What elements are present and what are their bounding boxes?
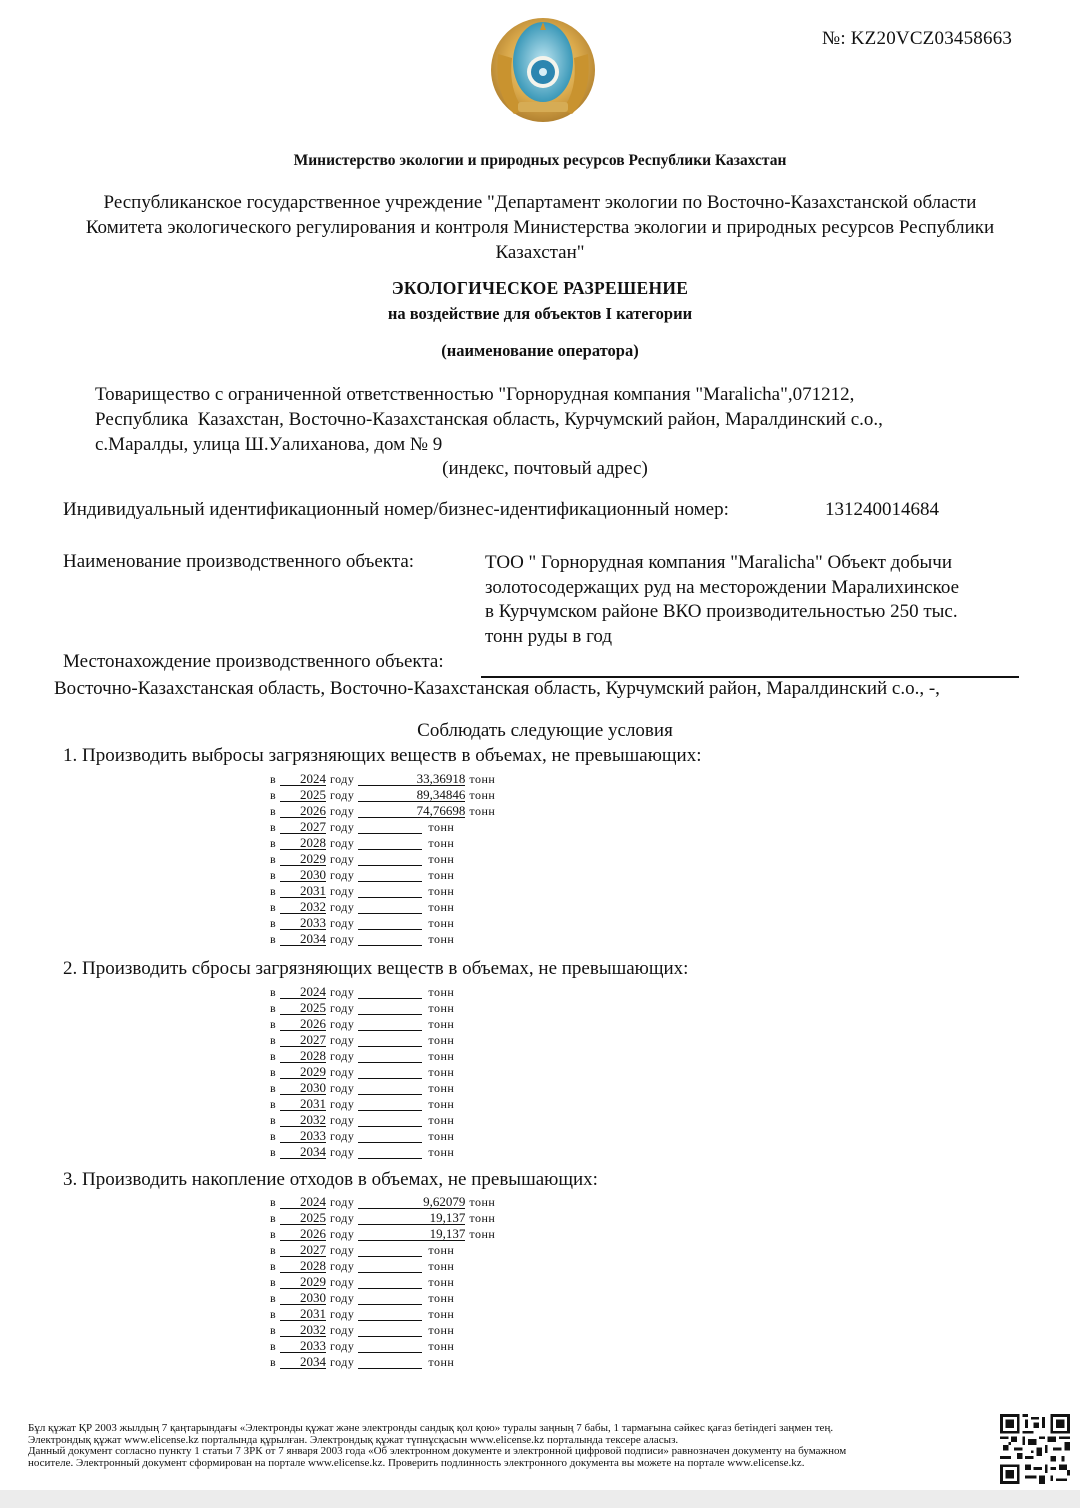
limit-row (270, 835, 495, 851)
limit-row (270, 1032, 454, 1048)
row-prefix: в (270, 1243, 276, 1258)
row-year-word: году (330, 1195, 355, 1209)
row-year: 2034 (280, 933, 326, 946)
limit-row (270, 819, 495, 835)
limit-row (270, 1338, 495, 1354)
department-name: Республиканское государственное учреждение "Департамент экологии по Восточно-Казахстанской области Комитета экологического регулирования и контроля Министерства экологии и природных ресурсов Республики Казахстан" (85, 192, 995, 263)
row-amount (358, 1324, 422, 1337)
row-year-word: году (330, 1259, 355, 1274)
footer-line: Данный документ согласно пункту 1 статьи 7 ЗРК от 7 января 2003 года «Об электронном документе и электронной цифровой подписи» равнозначен документу на бумажном (28, 1445, 847, 1457)
row-year-word: году (330, 916, 355, 931)
row-unit: тонн (428, 836, 455, 851)
row-prefix: в (270, 868, 276, 883)
row-prefix: в (270, 1001, 276, 1016)
row-amount (358, 1050, 422, 1063)
row-year-word: году (330, 884, 355, 899)
row-amount (358, 1260, 422, 1273)
operator-line: Республика Казахстан, Восточно-Казахстанская область, Курчумский район, Маралдинский с.о., (95, 409, 883, 430)
row-amount: 74,76698 (358, 805, 465, 818)
row-year: 2034 (280, 1356, 326, 1369)
row-unit: тонн (469, 1195, 496, 1209)
row-amount: 19,137 (358, 1228, 465, 1241)
row-year-word: году (330, 772, 355, 786)
row-amount (358, 869, 422, 882)
row-year: 2028 (280, 1260, 326, 1273)
operator-line: Товарищество с ограниченной ответственностью "Горнорудная компания "Maralicha",071212, (95, 384, 855, 405)
row-prefix: в (270, 1227, 276, 1242)
row-prefix: в (270, 1291, 276, 1306)
limit-row (270, 1258, 495, 1274)
row-unit: тонн (469, 772, 496, 786)
document-number (822, 28, 1012, 50)
row-unit: тонн (428, 1145, 455, 1160)
row-amount (358, 1066, 422, 1079)
row-year-word: году (330, 1049, 355, 1064)
row-unit: тонн (428, 1017, 455, 1032)
row-year: 2031 (280, 885, 326, 898)
row-amount (358, 837, 422, 850)
ministry-name: Министерство экологии и природных ресурсов Республики Казахстан (293, 152, 787, 169)
row-year-word: году (330, 985, 355, 999)
row-unit: тонн (428, 1049, 455, 1064)
row-year-word: году (330, 1355, 355, 1370)
row-amount (358, 853, 422, 866)
row-year: 2029 (280, 1276, 326, 1289)
row-amount (358, 933, 422, 946)
permit-subtitle: на воздействие для объектов I категории (387, 304, 693, 323)
row-year: 2027 (280, 821, 326, 834)
row-prefix: в (270, 1195, 276, 1209)
limit-row (270, 984, 454, 1000)
row-amount (358, 917, 422, 930)
row-unit: тонн (428, 1001, 455, 1016)
section-emissions-title: 1. Производить выбросы загрязняющих веществ в объемах, не превышающих: (63, 745, 702, 766)
row-amount (358, 1146, 422, 1159)
row-year-word: году (330, 932, 355, 947)
row-year-word: году (330, 1145, 355, 1160)
row-prefix: в (270, 1097, 276, 1112)
row-year-word: году (330, 868, 355, 883)
row-prefix: в (270, 1017, 276, 1032)
row-year-word: году (330, 1243, 355, 1258)
limit-row (270, 771, 495, 787)
row-prefix: в (270, 1129, 276, 1144)
row-amount: 19,137 (358, 1212, 465, 1225)
footer-line: Бұл құжат ҚР 2003 жылдың 7 қаңтарындағы «Электронды құжат және электронды сандық қол қою» туралы заңның 7 бабы, 1 тармағына сәйкес қағаз бетіндегі заңмен тең. (28, 1422, 834, 1434)
row-prefix: в (270, 1049, 276, 1064)
limit-row (270, 851, 495, 867)
row-prefix: в (270, 1145, 276, 1160)
row-amount (358, 885, 422, 898)
limit-row (270, 1290, 495, 1306)
limit-row (270, 931, 495, 947)
row-unit: тонн (428, 1243, 455, 1258)
row-year: 2029 (280, 853, 326, 866)
limit-row (270, 1048, 454, 1064)
row-unit: тонн (428, 1339, 455, 1354)
row-year-word: году (330, 1275, 355, 1290)
facility-label: Наименование производственного объекта: (63, 551, 415, 572)
row-year-word: году (330, 900, 355, 915)
row-prefix: в (270, 1065, 276, 1080)
footer-line: Электрондық құжат www.elicense.kz порталында құрылған. Электрондық құжат түпнұсқасын www.elicense.kz порталында тексере аласыз. (28, 1433, 679, 1446)
row-year-word: году (330, 1097, 355, 1112)
row-year: 2032 (280, 1114, 326, 1127)
row-prefix: в (270, 884, 276, 899)
row-year-word: году (330, 788, 355, 803)
conditions-title: Соблюдать следующие условия (417, 720, 673, 741)
row-prefix: в (270, 804, 276, 819)
limit-row (270, 1322, 495, 1338)
document-number-label: №: (822, 28, 846, 49)
footer-line: носителе. Электронный документ сформирован на портале www.elicense.kz. Проверить подлинность электронного документа вы можете на портале www.elicense.kz. (28, 1456, 805, 1469)
row-unit: тонн (428, 868, 455, 883)
row-prefix: в (270, 788, 276, 803)
row-unit: тонн (428, 1307, 455, 1322)
row-amount (358, 1034, 422, 1047)
limit-row (270, 1016, 454, 1032)
section-waste-title: 3. Производить накопление отходов в объемах, не превышающих: (63, 1169, 598, 1190)
row-year: 2031 (280, 1308, 326, 1321)
permit-title: ЭКОЛОГИЧЕСКОЕ РАЗРЕШЕНИЕ (391, 278, 689, 298)
row-unit: тонн (428, 1097, 455, 1112)
limit-row (270, 899, 495, 915)
row-amount (358, 1356, 422, 1369)
row-year: 2033 (280, 917, 326, 930)
row-amount (358, 1340, 422, 1353)
row-unit: тонн (428, 900, 455, 915)
row-unit: тонн (428, 1113, 455, 1128)
row-prefix: в (270, 1211, 276, 1226)
row-year: 2034 (280, 1146, 326, 1159)
row-year-word: году (330, 852, 355, 867)
row-unit: тонн (469, 1227, 496, 1242)
section-discharges-rows (270, 984, 454, 1161)
row-year-word: году (330, 1291, 355, 1306)
facility-line: золотосодержащих руд на месторождении Маралихинское (485, 576, 960, 598)
row-amount (358, 1276, 422, 1289)
limit-row (270, 1306, 495, 1322)
row-unit: тонн (428, 932, 455, 947)
row-year-word: году (330, 1017, 355, 1032)
row-prefix: в (270, 1081, 276, 1096)
row-year-word: году (330, 1211, 355, 1226)
row-prefix: в (270, 1259, 276, 1274)
row-unit: тонн (469, 788, 496, 803)
row-prefix: в (270, 772, 276, 786)
limit-row (270, 883, 495, 899)
row-prefix: в (270, 1033, 276, 1048)
row-amount (358, 901, 422, 914)
row-year-word: году (330, 1081, 355, 1096)
row-year-word: году (330, 1307, 355, 1322)
row-unit: тонн (428, 916, 455, 931)
address-caption: (индекс, почтовый адрес) (442, 458, 648, 479)
row-year: 2025 (280, 1002, 326, 1015)
operator-line: с.Маралды, улица Ш.Уалиханова, дом № 9 (95, 434, 443, 455)
row-year-word: году (330, 1001, 355, 1016)
bin-label: Индивидуальный идентификационный номер/бизнес-идентификационный номер: (63, 499, 729, 520)
location-value: Восточно-Казахстанская область, Восточно-Казахстанская область, Курчумский район, Маралдинский с.о., -, (54, 678, 940, 699)
row-year: 2028 (280, 837, 326, 850)
row-unit: тонн (428, 1355, 455, 1370)
row-unit: тонн (469, 1211, 496, 1226)
row-year: 2032 (280, 1324, 326, 1337)
operator-caption: (наименование оператора) (441, 341, 639, 360)
row-amount (358, 1002, 422, 1015)
row-year: 2033 (280, 1340, 326, 1353)
limit-row (270, 787, 495, 803)
row-year: 2025 (280, 1212, 326, 1225)
qr-code-icon[interactable] (1000, 1414, 1070, 1484)
row-prefix: в (270, 836, 276, 851)
row-unit: тонн (428, 1259, 455, 1274)
row-year: 2031 (280, 1098, 326, 1111)
row-prefix: в (270, 820, 276, 835)
limit-row (270, 867, 495, 883)
row-year: 2024 (280, 773, 326, 786)
facility-line: в Курчумском районе ВКО производительностью 250 тыс. (485, 601, 958, 622)
page-bottom-band (0, 1490, 1080, 1508)
row-year: 2030 (280, 1082, 326, 1095)
row-amount: 33,36918 (358, 773, 465, 786)
row-amount (358, 1098, 422, 1111)
row-year: 2030 (280, 1292, 326, 1305)
row-amount (358, 1244, 422, 1257)
row-unit: тонн (428, 884, 455, 899)
row-amount: 9,62079 (358, 1196, 465, 1209)
row-year-word: году (330, 820, 355, 835)
row-year-word: году (330, 804, 355, 819)
row-amount (358, 986, 422, 999)
row-year-word: году (330, 1227, 355, 1242)
facility-line: тонн руды в год (485, 625, 613, 647)
limit-row (270, 1210, 495, 1226)
row-prefix: в (270, 1339, 276, 1354)
row-year: 2025 (280, 789, 326, 802)
limit-row (270, 1128, 454, 1144)
row-year: 2027 (280, 1034, 326, 1047)
row-unit: тонн (428, 1033, 455, 1048)
row-prefix: в (270, 1307, 276, 1322)
section-emissions-rows (270, 771, 495, 948)
row-year: 2026 (280, 1018, 326, 1031)
row-unit: тонн (428, 1275, 455, 1290)
row-year-word: году (330, 1339, 355, 1354)
row-prefix: в (270, 916, 276, 931)
row-prefix: в (270, 1113, 276, 1128)
row-prefix: в (270, 932, 276, 947)
document-number-value: KZ20VCZ03458663 (850, 28, 1013, 49)
limit-row (270, 1064, 454, 1080)
location-label: Местонахождение производственного объекта: (63, 651, 444, 672)
row-amount (358, 1308, 422, 1321)
row-prefix: в (270, 985, 276, 999)
limit-row (270, 1112, 454, 1128)
row-prefix: в (270, 852, 276, 867)
row-year: 2029 (280, 1066, 326, 1079)
row-amount (358, 1082, 422, 1095)
row-year-word: году (330, 1129, 355, 1144)
facility-name (485, 551, 1025, 649)
row-year: 2024 (280, 1196, 326, 1209)
row-year: 2028 (280, 1050, 326, 1063)
limit-row (270, 1144, 454, 1160)
row-prefix: в (270, 1275, 276, 1290)
limit-row (270, 1226, 495, 1242)
row-prefix: в (270, 900, 276, 915)
row-year: 2033 (280, 1130, 326, 1143)
row-amount (358, 1292, 422, 1305)
row-amount: 89,34846 (358, 789, 465, 802)
row-amount (358, 1114, 422, 1127)
row-year: 2027 (280, 1244, 326, 1257)
row-year: 2026 (280, 1228, 326, 1241)
row-unit: тонн (428, 1081, 455, 1096)
limit-row (270, 1274, 495, 1290)
row-year: 2024 (280, 986, 326, 999)
limit-row (270, 1194, 495, 1210)
row-year-word: году (330, 836, 355, 851)
row-year-word: году (330, 1323, 355, 1338)
limit-row (270, 1080, 454, 1096)
row-prefix: в (270, 1323, 276, 1338)
row-unit: тонн (428, 1291, 455, 1306)
row-year-word: году (330, 1065, 355, 1080)
row-amount (358, 821, 422, 834)
section-discharges-title: 2. Производить сбросы загрязняющих веществ в объемах, не превышающих: (63, 958, 689, 979)
limit-row (270, 803, 495, 819)
facility-line: ТОО " Горнорудная компания "Maralicha" Объект добычи (485, 552, 953, 573)
limit-row (270, 1000, 454, 1016)
row-unit: тонн (428, 1323, 455, 1338)
row-year: 2026 (280, 805, 326, 818)
kazakhstan-state-emblem-icon (484, 14, 602, 126)
operator-name-address (95, 382, 995, 457)
row-prefix: в (270, 1355, 276, 1370)
row-unit: тонн (469, 804, 496, 819)
row-unit: тонн (428, 1065, 455, 1080)
limit-row (270, 1242, 495, 1258)
row-unit: тонн (428, 852, 455, 867)
row-unit: тонн (428, 820, 455, 835)
row-amount (358, 1130, 422, 1143)
limit-row (270, 915, 495, 931)
row-unit: тонн (428, 1129, 455, 1144)
row-unit: тонн (428, 985, 455, 999)
bin-value: 131240014684 (825, 499, 939, 520)
row-year: 2032 (280, 901, 326, 914)
row-year: 2030 (280, 869, 326, 882)
row-year-word: году (330, 1033, 355, 1048)
row-year-word: году (330, 1113, 355, 1128)
row-amount (358, 1018, 422, 1031)
limit-row (270, 1354, 495, 1370)
section-waste-rows (270, 1194, 495, 1371)
limit-row (270, 1096, 454, 1112)
footer-legal-notice (28, 1423, 988, 1469)
